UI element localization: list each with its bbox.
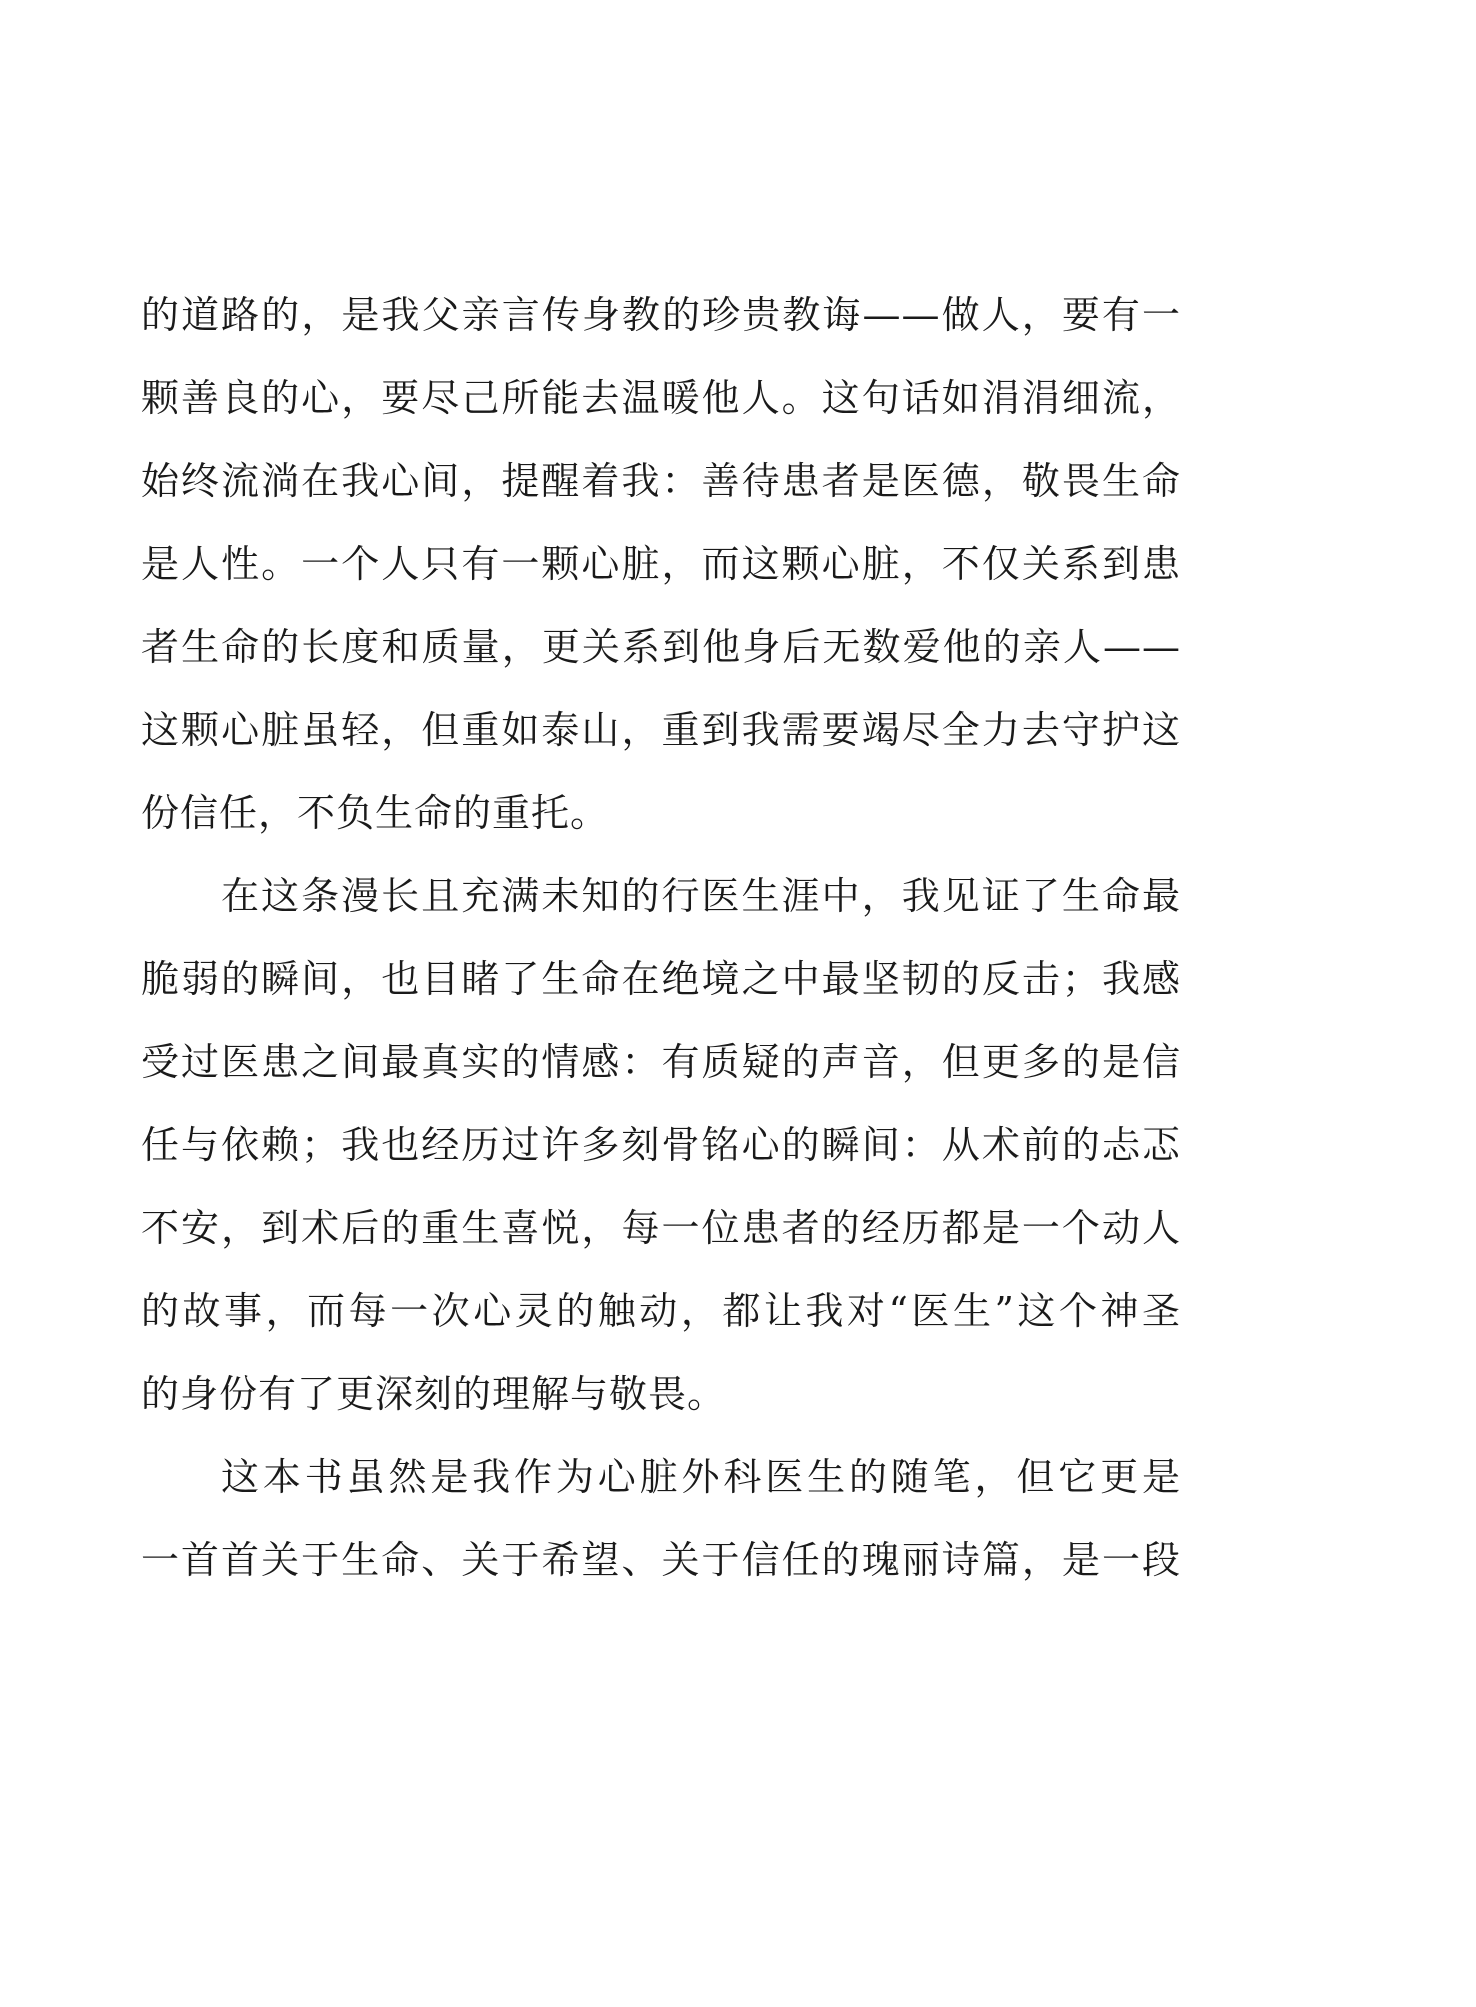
text-line: 这颗心脏虽轻，但重如泰山，重到我需要竭尽全力去守护这 bbox=[141, 708, 1181, 752]
text-line: 始终流淌在我心间，提醒着我：善待患者是医德，敬畏生命 bbox=[141, 459, 1181, 503]
text-line: 任与依赖；我也经历过许多刻骨铭心的瞬间：从术前的忐忑 bbox=[141, 1123, 1181, 1167]
text-line: 不安，到术后的重生喜悦，每一位患者的经历都是一个动人 bbox=[141, 1206, 1181, 1250]
paragraph-first-line: 这本书虽然是我作为心脏外科医生的随笔，但它更是 bbox=[221, 1455, 1181, 1499]
paragraph-first-line: 在这条漫长且充满未知的行医生涯中，我见证了生命最 bbox=[221, 874, 1181, 918]
body-text bbox=[141, 282, 1181, 1610]
text-line: 的道路的，是我父亲言传身教的珍贵教诲——做人，要有一 bbox=[141, 293, 1181, 337]
text-line: 份信任，不负生命的重托。 bbox=[141, 791, 610, 835]
text-line: 受过医患之间最真实的情感：有质疑的声音，但更多的是信 bbox=[141, 1040, 1181, 1084]
text-line: 一首首关于生命、关于希望、关于信任的瑰丽诗篇，是一段 bbox=[141, 1538, 1181, 1582]
text-line: 是人性。一个人只有一颗心脏，而这颗心脏，不仅关系到患 bbox=[141, 542, 1181, 586]
text-line: 的身份有了更深刻的理解与敬畏。 bbox=[141, 1372, 727, 1416]
text-line: 颗善良的心，要尽己所能去温暖他人。这句话如涓涓细流， bbox=[141, 376, 1181, 420]
text-line: 的故事，而每一次心灵的触动，都让我对“医生”这个神圣 bbox=[141, 1289, 1181, 1333]
text-line: 脆弱的瞬间，也目睹了生命在绝境之中最坚韧的反击；我感 bbox=[141, 957, 1181, 1001]
text-line: 者生命的长度和质量，更关系到他身后无数爱他的亲人—— bbox=[141, 625, 1181, 669]
